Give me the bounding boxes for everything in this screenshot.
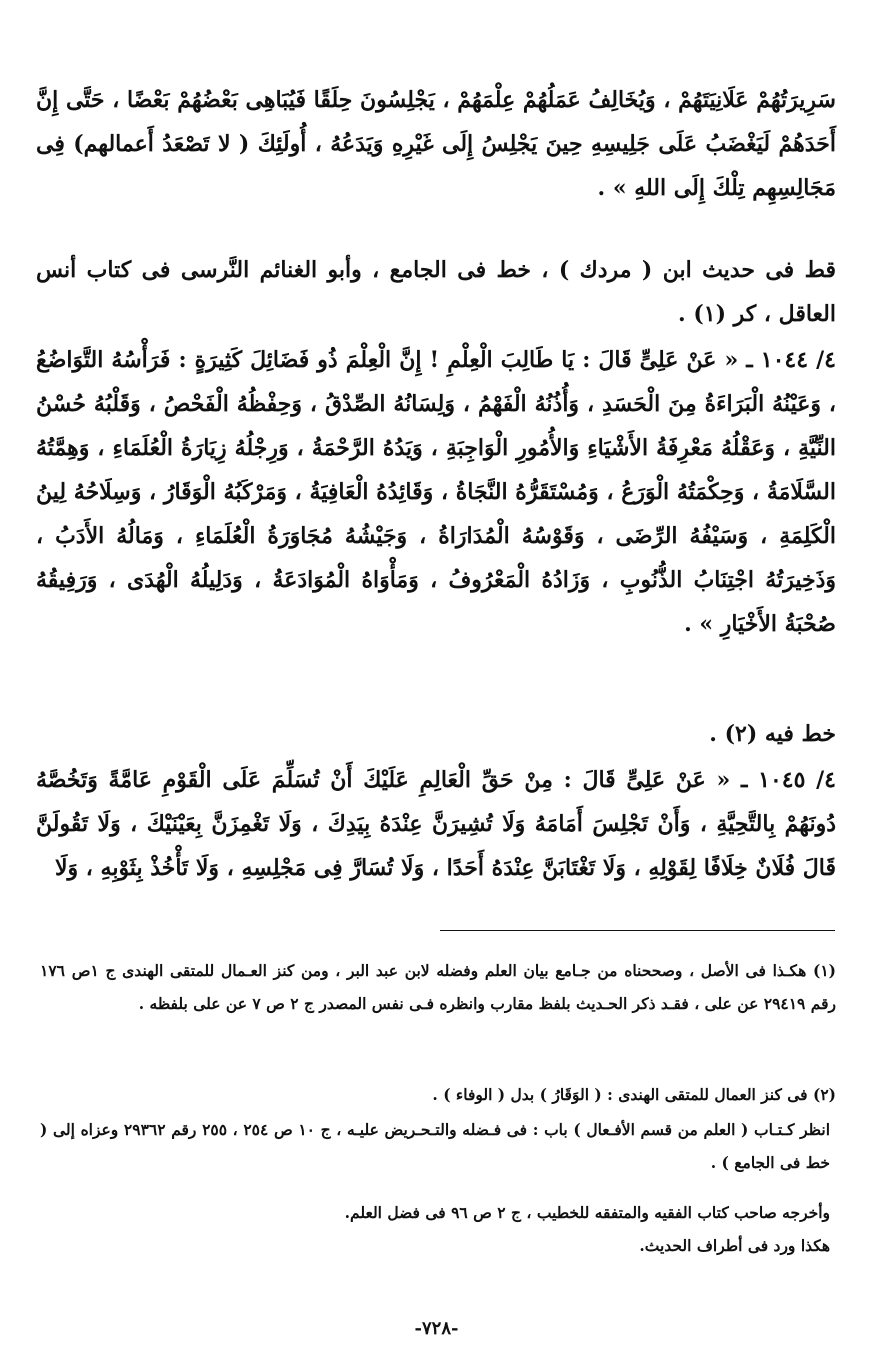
hadith-number: ٤/ ١٠٤٥ [758,767,836,793]
hadith-number: ٤/ ١٠٤٤ [760,347,836,373]
footnote-divider [440,930,835,931]
footnote-2-note: هكذا ورد فى أطراف الحديث. [639,1235,830,1255]
footnote-2: (٢) فى كنز العمال للمتقى الهندى : ( الوَقَارُ ) بدل ( الوفاء ) . [432,1084,836,1104]
hadith-text: ـ « عَنْ عَلِىٍّ قَالَ : مِنْ حَقِّ الْعَالِمِ عَلَيْكَ أَنْ تُسَلِّمَ عَلَى الْقَوْمِ عَامَّةً وَتَخُصَّهُ دُونَهُمْ بِالتَّحِيَّةِ ، وَأَنْ تَجْلِسَ أَمَامَهُ وَلَا تُشِيرَنَّ عِنْدَهُ بِيَدِكَ ، وَلَا تَغْمِزَنَّ بِعَيْنَيْكَ ، وَلَا تَقُولَنَّ قَالَ فُلَانٌ خِلَافًا لِقَوْلِهِ ، وَلَا تَغْتَابَنَّ عِنْدَهُ أَحَدًا ، وَلَا تُسَارَّ فِى مَجْلِسِهِ ، وَلَا تَأْخُذْ بِثَوْبِهِ ، وَلَا [36,767,836,881]
paragraph-hadith-1045 [36,758,836,890]
paragraph-source-note: خط فيه (٢) . [709,721,836,747]
footnote-1: (١) هكـذا فى الأصل ، وصححناه من جـامع بيان العلم وفضله لابن عبد البر ، ومن كنز العـمال للمتقى الهندى ج ١ص ١٧٦ رقم ٢٩٤١٩ عن على ، فقـد ذكر الحـديث بلفظ مقارب وانظره فـى نفس المصدر ج ٢ ص ٧ عن على بلفظه . [40,960,836,1013]
paragraph-hadith-1044 [36,338,836,646]
footnote-2-source: وأخرجه صاحب كتاب الفقيه والمتفقه للخطيب ، ج ٢ ص ٩٦ فى فضل العلم. [344,1202,830,1222]
paragraph-hadith-continuation: سَرِيرَتُهُمْ عَلَانِيَتَهُمْ ، وَيُخَالِفُ عَمَلُهُمْ عِلْمَهُمْ ، يَجْلِسُونَ حِلَقًا فَيُبَاهِى بَعْضُهُمْ بَعْضًا ، حَتَّى إِنَّ أَحَدَهُمْ لَيَغْضَبُ عَلَى جَلِيسِهِ حِينَ يَجْلِسُ إِلَى غَيْرِهِ وَيَدَعُهُ ، أُولَئِكَ ( لا تَصْعَدُ أَعمالهم) فِى مَجَالِسِهِم تِلْكَ إِلَى اللهِ » . [36,87,836,201]
footnote-2-reference: انظر كـتـاب ( العلم من قسم الأفـعال ) باب : فى فـضله والتـحـريض عليـه ، ج ١٠ ص ٢٥٤ ، ٢٥٥ رقم ٢٩٣٦٢ وعزاه إلى ( خط فى الجامع ) . [40,1119,831,1172]
paragraph-sources: قط فى حديث ابن ( مردك ) ، خط فى الجامع ، وأبو الغنائم النَّرسى فى كتاب أنس العاقل ، كر (١) . [36,257,836,327]
page-number: -٧٢٨- [414,1318,459,1339]
hadith-text: ـ « عَنْ عَلِىٍّ قَالَ : يَا طَالِبَ الْعِلْمِ ! إِنَّ الْعِلْمَ ذُو فَضَائِلَ كَثِيرَةٍ : فَرَأْسُهُ التَّوَاضُعُ ، وَعَيْنُهُ الْبَرَاءَةُ مِنَ الْحَسَدِ ، وَأُذُنُهُ الْفَهْمُ ، وَلِسَانُهُ الصِّدْقُ ، وَحِفْظُهُ الْفَحْصُ ، وَقَلْبُهُ حُسْنُ النِّيَّةِ ، وَعَقْلُهُ مَعْرِفَةُ الأَشْيَاءِ وَالأُمُورِ الْوَاجِبَةِ ، وَيَدُهُ الرَّحْمَةُ ، وَرِجْلُهُ زِيَارَةُ الْعُلَمَاءِ ، وَهِمَّتُهُ السَّلَامَةُ ، وَحِكْمَتُهُ الْوَرَعُ ، وَمُسْتَقَرُّهُ النَّجَاةُ ، وَقَائِدُهُ الْعَافِيَةُ ، وَمَرْكَبُهُ الْوَقَارُ ، وَسِلَاحُهُ لِينُ الْكَلِمَةِ ، وَسَيْفُهُ الرِّضَى ، وَقَوْسُهُ الْمُدَارَاةُ ، وَجَيْشُهُ مُجَاوَرَةُ الْعُلَمَاءِ ، وَمَالُهُ الأَدَبُ ، وَذَخِيرَتُهُ اجْتِنَابُ الذُّنُوبِ ، وَزَادُهُ الْمَعْرُوفُ ، وَمَأْوَاهُ الْمُوَادَعَةُ ، وَدَلِيلُهُ الْهُدَى ، وَرَفِيقُهُ صُحْبَةُ الأَخْيَارِ » . [36,347,836,637]
